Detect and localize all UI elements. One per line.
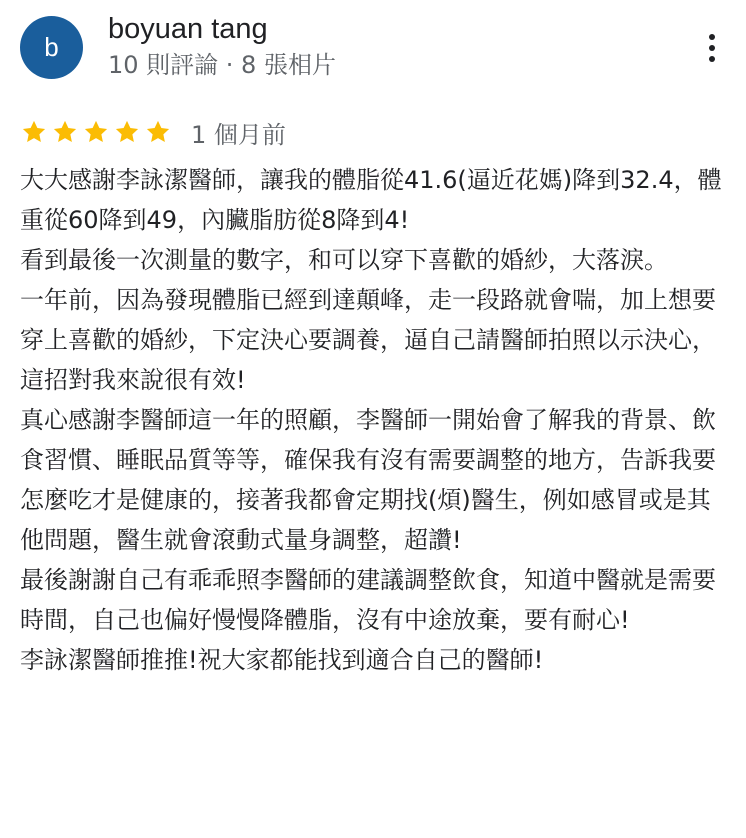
review-paragraph: 看到最後一次測量的數字，和可以穿下喜歡的婚紗，大落淚。 — [20, 246, 668, 274]
author-name[interactable]: boyuan tang — [108, 13, 268, 45]
star-icon — [51, 118, 79, 146]
review-paragraph: 一年前，因為發現體脂已經到達顛峰，走一段路就會喘，加上想要穿上喜歡的婚紗，下定決心要調養，逼自己請醫師拍照以示決心，這招對我來說很有效! — [20, 286, 716, 394]
more-dot — [709, 45, 715, 51]
review-time: 1 個月前 — [191, 120, 286, 149]
rating-row — [20, 115, 286, 149]
review-paragraph: 最後謝謝自己有乖乖照李醫師的建議調整飲食，知道中醫就是需要時間，自己也偏好慢慢降體脂，沒有中途放棄，要有耐心! — [20, 566, 716, 634]
more-options-icon[interactable] — [698, 30, 726, 66]
review-text — [20, 160, 732, 680]
star-icon — [20, 118, 48, 146]
author-meta: 10 則評論 · 8 張相片 — [108, 51, 336, 79]
review-paragraph: 真心感謝李醫師這一年的照顧，李醫師一開始會了解我的背景、飲食習慣、睡眠品質等等，確保我有沒有需要調整的地方，告訴我要怎麼吃才是健康的，接著我都會定期找(煩)醫生，例如感冒或是其他問題，醫生就會滾動式量身調整，超讚! — [20, 406, 716, 554]
more-dot — [709, 34, 715, 40]
star-icon — [113, 118, 141, 146]
review-paragraph: 大大感謝李詠潔醫師，讓我的體脂從41.6(逼近花媽)降到32.4，體重從60降到49，內臟脂肪從8降到4! — [20, 166, 722, 234]
more-dot — [709, 56, 715, 62]
review-header — [20, 12, 726, 82]
star-icon — [82, 118, 110, 146]
review-paragraph: 李詠潔醫師推推!祝大家都能找到適合自己的醫師! — [20, 646, 544, 674]
star-icon — [144, 118, 172, 146]
star-rating — [20, 118, 175, 146]
author-avatar[interactable]: b — [20, 16, 83, 79]
